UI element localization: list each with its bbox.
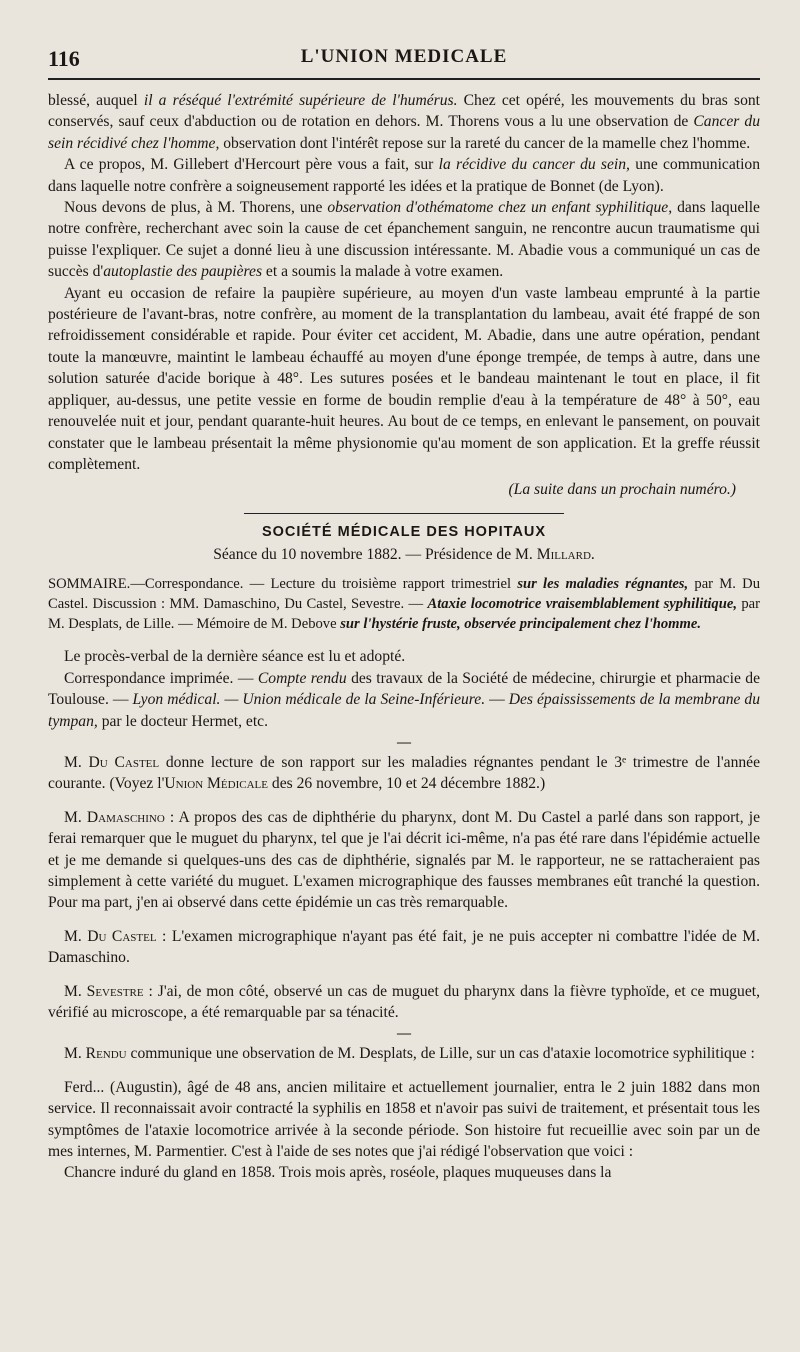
case-history-paragraph: Ferd... (Augustin), âgé de 48 ans, ancien militaire et actuellement journalier, entra le 2 juin 1882 dans mon service. Il reconnaissait avoir contracté la syphilis en 1858 et n'avoir pas suivi de traitement, et présentait tous les symptômes de l'ataxie locomotrice arrivée à la seconde période. Son histoire fut recueillie avec soin par un de mes internes, M. Parmentier. C'est à l'aide de ses notes que j'ai rédigé l'observation que voici : (48, 1078, 760, 1161)
intro-paragraph-4: Ayant eu occasion de refaire la paupière supérieure, au moyen d'un vaste lambeau emprunté à la partie postérieure de l'avant-bras, notre confrère, au moment de la transplantation du lambeau, avait été frappé de son refroidissement considérable et rapide. Pour éviter cet accident, M. Abadie, dans une autre opération, pendant toute la manœuvre, maintint le lambeau échauffé au moyen d'une éponge trempée, de temps à autre, dans une solution saturée d'acide borique à 48°. Les sutures posées et le bandeau maintenant le tout en place, il fit appliquer, au-dessus, une petite vessie en forme de boudin remplie d'eau à la température de 48° à 50°, eau renouvelée nuit et jour, pendant quarante-huit heures. Au bout de ce temps, en enlevant le pansement, on pouvait constater que le lambeau présentait la même physionomie qu'au moment de son application. Et la greffe réussit complètement. (48, 284, 760, 473)
sevestre-paragraph: M. Sevestre : J'ai, de mon côté, observé un cas de muguet du pharynx dans la fièvre typhoïde, et ce muguet, vérifié au microscope, a été remarquable par sa ténacité. (48, 982, 760, 1021)
du-castel-report-paragraph: M. Du Castel donne lecture de son rapport sur les maladies régnantes pendant le 3ᵉ trimestre de l'année courante. (Voyez l'Union Médicale des 26 novembre, 10 et 24 décembre 1882.) (48, 753, 760, 793)
page-number: 116 (48, 46, 80, 71)
intro-paragraph-1: blessé, auquel il a réséqué l'extrémité supérieure de l'humérus. Chez cet opéré, les mouvements du bras sont conservés, sauf ceux d'abduction ou de rotation en dehors. M. Thorens vous a lu une observation de Cancer du sein récidivé chez l'homme, observation dont l'intérêt repose sur la rareté du cancer de la mamelle chez l'homme. (48, 92, 760, 152)
separator-dash: — (397, 734, 411, 750)
society-title: SOCIÉTÉ MÉDICALE DES HOPITAUX (261, 524, 547, 541)
du-castel-reply-paragraph: M. Du Castel : L'examen micrographique n'ayant pas été fait, je ne puis accepter ni combattre l'idée de M. Damaschino. (48, 927, 760, 967)
section-divider (244, 513, 564, 514)
running-head (48, 44, 760, 80)
separator-dash-2: — (397, 1026, 411, 1042)
correspondence-paragraph: Correspondance imprimée. — Compte rendu des travaux de la Société de médecine, chirurgie et pharmacie de Toulouse. — Lyon médical. — Union médicale de la Seine-Inférieure. — Des épaississements de la membrane du tympan, par le docteur Hermet, etc. (48, 669, 761, 730)
rendu-paragraph: M. Rendu communique une observation de M. Desplats, de Lille, sur un cas d'ataxie locomotrice syphilitique : (64, 1045, 755, 1063)
intro-paragraph-3: Nous devons de plus, à M. Thorens, une observation d'othématome chez un enfant syphilitique, dans laquelle notre confrère, recherchant avec soin la cause de cet épanchement sanguin, ne rencontre aucun traumatisme qui puisse l'expliquer. Ce sujet a donné lieu à une discussion intéressante. M. Abadie vous a communiqué un cas de succès d'autoplastie des paupières et a soumis la malade à votre examen. (48, 199, 760, 281)
continued-note: (La suite dans un prochain numéro.) (508, 481, 736, 499)
intro-paragraph-2: A ce propos, M. Gillebert d'Hercourt père vous a fait, sur la récidive du cancer du sein, une communication dans laquelle notre confrère a soigneusement rapporté les idées et la pratique de Bonnet (de Lyon). (48, 156, 761, 195)
chancre-paragraph: Chancre induré du gland en 1858. Trois mois après, roséole, plaques muqueuses dans la (64, 1164, 612, 1182)
damaschino-paragraph: M. Damaschino : A propos des cas de diphthérie du pharynx, dont M. Du Castel a parlé dans son rapport, je ferai remarquer que le muguet du pharynx, tel que je l'ai décrit ici-même, n'a pas été rare dans l'épidémie actuelle et je me demande si quelques-uns des cas de diphthérie, signalés par M. le rapporteur, ne se rattacheraient pas simplement à cette variété du muguet. L'examen micrographique des fausses membranes eût tranché la question. Pour ma part, j'en ai observé dans cette épidémie un cas très remarquable. (48, 808, 760, 912)
minutes-line: Le procès-verbal de la dernière séance est lu et adopté. (64, 648, 406, 666)
session-line: Séance du 10 novembre 1882. — Présidence de M. Millard. (213, 546, 595, 564)
summary: SOMMAIRE.—Correspondance. — Lecture du troisième rapport trimestriel sur les maladies régnantes, par M. Du Castel. Discussion : MM. Damaschino, Du Castel, Sevestre. — Ataxie locomotrice vraisemblablement syphilitique, par M. Desplats, de Lille. — Mémoire de M. Debove sur l'hystérie fruste, observée principalement chez l'homme. (48, 576, 760, 633)
journal-title: L'UNION MEDICALE (300, 46, 508, 67)
